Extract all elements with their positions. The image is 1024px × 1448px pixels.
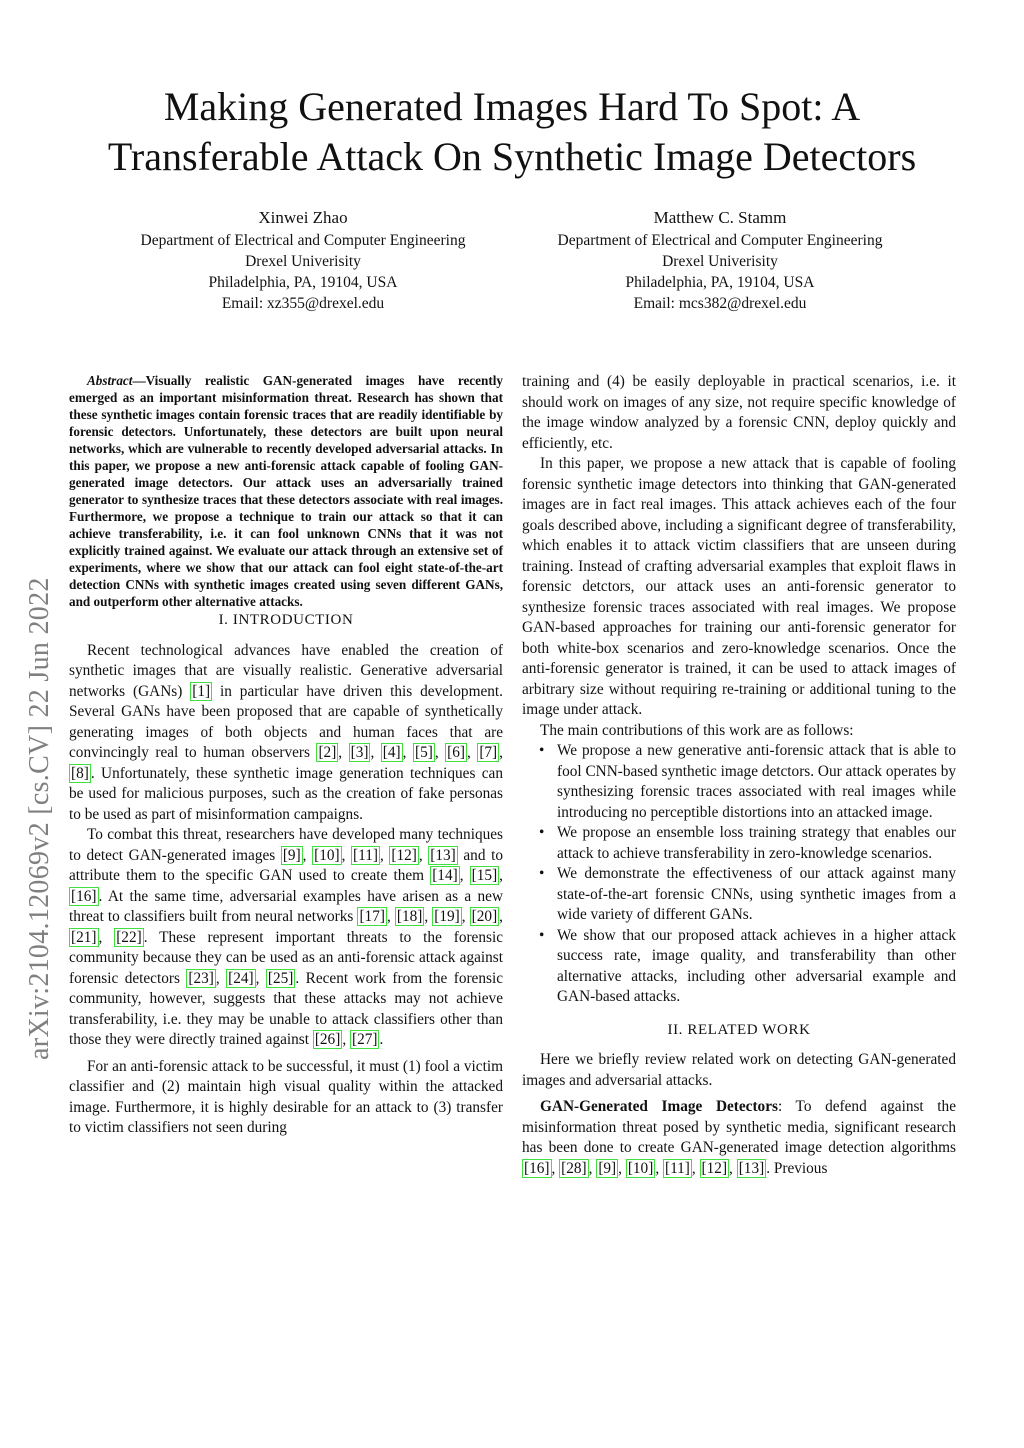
citation-link[interactable]: [12] <box>701 1159 728 1177</box>
list-item: • We show that our proposed attack achieves in a higher attack success rate, image quality, and transferability than other alternative attacks, including other adversarial example and GAN-based attacks. <box>522 926 956 1008</box>
citation-link[interactable]: [20] <box>471 908 498 925</box>
paper-title <box>0 82 1024 182</box>
list-item: • We propose a new generative anti-forensic attack that is able to fool CNN-based synthetic image detctors. Our attack operates by synthesizing forensic traces associated with real images while introducing no perceptible distortions into an attacked image. <box>522 741 956 823</box>
right-paragraph-0: training and (4) be easily deployable in practical scenarios, i.e. it should work on images of any size, not require specific knowledge of the image window analyzed by a forensic CNN, deploy quickly and efficiently, etc. <box>522 373 956 452</box>
citation-link[interactable]: [15] <box>471 867 498 884</box>
citation-link[interactable]: [24] <box>228 969 254 987</box>
citation-link[interactable]: [10] <box>627 1159 654 1177</box>
contributions-intro: The main contributions of this work are as follows: <box>540 721 854 739</box>
citation-link[interactable]: [10] <box>314 846 340 864</box>
citation-link[interactable]: [7] <box>479 744 498 761</box>
citation-link[interactable]: [28] <box>561 1159 587 1177</box>
author-name: Xinwei Zhao <box>258 208 348 227</box>
citation-link[interactable]: [1] <box>192 682 211 700</box>
citation-link[interactable]: [12] <box>391 846 417 864</box>
citation-link[interactable]: [17] <box>359 908 385 925</box>
citation-link[interactable]: [4] <box>382 744 401 761</box>
citation-link[interactable]: [5] <box>414 744 433 761</box>
citation-link[interactable]: [21] <box>71 928 97 946</box>
citation-link[interactable]: [26] <box>314 1031 341 1048</box>
arxiv-identifier: arXiv:2104.12069v2 [cs.CV] 22 Jun 2022 <box>24 577 55 1060</box>
author-univ: Drexel Univerisity <box>662 253 778 270</box>
author-dept: Department of Electrical and Computer Engineering <box>140 232 466 249</box>
intro-paragraph-3: For an anti-forensic attack to be successful, it must (1) fool a victim classifier and (2) maintain high visual quality within the attacked image. Furthermore, it is highly desirable for an attack to (3) transfer to victim classifiers not seen during <box>69 1057 503 1136</box>
author-email: Email: mcs382@drexel.edu <box>633 295 807 312</box>
right-paragraph-1: In this paper, we propose a new attack that is capable of fooling forensic synthetic image detectors into thinking that GAN-generated images are in fact real images. This attack achieves each of the four goals described above, including a significant degree of transferability, which enables it to attack victim classifiers that are unseen during training. Instead of crafting adversarial examples that exploit flaws in forensic detctors, our attack uses an anti-forensic generator to synthesize forensic traces associated with real images. We propose GAN-based approaches for training our anti-forensic generator for both white-box scenarios and zero-knowledge scenarios. Once the anti-forensic generator is trained, it can be used to attack images of arbitrary size without requiring re-training or additional tuning to the image under attack. <box>522 455 956 718</box>
related-paragraph-1: Here we briefly review related work on detecting GAN-generated images and adversarial attacks. <box>522 1051 956 1089</box>
citation-link[interactable]: [23] <box>188 969 214 987</box>
related-paragraph-2: GAN-Generated Image Detectors: To defend against the misinformation threat posed by synthetic media, significant research has been done to create GAN-generated image detection algorithms [16] , [28] , [9] , [10] , [11] , [12] , [13] . Previous <box>522 1098 956 1177</box>
citation-link[interactable]: [13] <box>738 1159 765 1177</box>
citation-link[interactable]: [14] <box>432 867 458 884</box>
citation-link[interactable]: [19] <box>434 908 460 925</box>
contributions-list <box>522 741 956 1008</box>
citation-link[interactable]: [25] <box>267 969 294 987</box>
citation-link[interactable]: [8] <box>71 764 89 782</box>
citation-link[interactable]: [6] <box>447 744 465 761</box>
title-line-1: Making Generated Images Hard To Spot: A <box>163 84 861 129</box>
author-address: Philadelphia, PA, 19104, USA <box>625 274 815 291</box>
author-block-1 <box>103 206 503 314</box>
author-address: Philadelphia, PA, 19104, USA <box>208 274 398 291</box>
author-univ: Drexel Univerisity <box>245 253 361 270</box>
abstract-text: Visually realistic GAN-generated images have recently emerged as an important misinformation threat. Research has shown that these synthetic images contain forensic traces that are readily identifiable by forensic detectors. Unfortunately, these detectors are built upon neural networks, which are vulnerable to recently developed adversarial attacks. In this paper, we propose a new anti-forensic attack capable of fooling GAN-generated image detectors. Our attack uses an adversarially trained generator to synthesize traces that these detectors associate with real images. Furthermore, we propose a technique to train our attack so that it can achieve transferability, i.e. it can fool unknown CNNs that it was not explicitly trained against. We evaluate our attack through an extensive set of experiments, where we show that our attack can fool eight state-of-the-art detection CNNs with synthetic images created using seven different GANs, and outperform other alternative attacks. <box>69 373 503 609</box>
citation-link[interactable]: [13] <box>430 846 456 864</box>
author-dept: Department of Electrical and Computer Engineering <box>557 232 883 249</box>
author-email: Email: xz355@drexel.edu <box>221 295 385 312</box>
left-column <box>69 372 503 1139</box>
author-block-2 <box>520 206 920 314</box>
section-heading-introduction: I. INTRODUCTION <box>218 612 354 628</box>
citation-link[interactable]: [9] <box>282 846 301 864</box>
citation-link[interactable]: [11] <box>664 1159 690 1177</box>
abstract-dash: — <box>132 373 146 388</box>
citation-link[interactable]: [9] <box>598 1159 617 1177</box>
list-item: • We propose an ensemble loss training strategy that enables our attack to achieve transferability in zero-knowledge scenarios. <box>522 823 956 864</box>
section-heading-related-work: II. RELATED WORK <box>667 1021 811 1038</box>
intro-paragraph-2: To combat this threat, researchers have developed many techniques to detect GAN-generated images [9] , [10] , [11] , [12] , [13] and to attribute them to the specific GAN used to create them [14] , [15] , [16] . At the same time, adversarial examples have arisen as a new threat to classifiers built from neural networks [17] , [18] , [19] , [20] , [21] , [22] . These represent important threats to the forensic community because they can be used as an anti-forensic attack against forensic detectors [23] , [24] , [25] . Recent work from the forensic community, however, suggests that these attacks may not achieve transferability, i.e. they may be unable to attack classifiers other than those they were directly trained against [26] , [27] . <box>69 826 503 1048</box>
abstract <box>69 372 503 610</box>
author-name: Matthew C. Stamm <box>653 208 787 227</box>
citation-link[interactable]: [27] <box>351 1031 378 1048</box>
citation-link[interactable]: [16] <box>71 887 97 905</box>
citation-link[interactable]: [2] <box>318 744 337 761</box>
citation-link[interactable]: [16] <box>524 1159 550 1177</box>
right-column <box>522 372 956 1179</box>
subsection-heading: GAN-Generated Image Detectors <box>540 1098 778 1115</box>
citation-link[interactable]: [18] <box>396 908 423 925</box>
intro-paragraph-1: Recent technological advances have enabled the creation of synthetic images that are visually realistic. Generative adversarial networks (GANs) [1] in particular have driven this development. Several GANs have been proposed that are capable of synthetically generating images of both objects and human faces that are convincingly real to human observers [2] , [3] , [4] , [5] , [6] , [7] , [8] . Unfortunately, these synthetic image generation techniques can be used for malicious purposes, such as the creation of fake personas to be used as part of misinformation campaigns. <box>69 641 503 823</box>
title-line-2: Transferable Attack On Synthetic Image Detectors <box>107 134 917 179</box>
list-item: • We demonstrate the effectiveness of our attack against many state-of-the-art forensic CNNs, using synthetic images from a wide variety of different GANs. <box>522 864 956 926</box>
citation-link[interactable]: [11] <box>353 846 378 864</box>
abstract-heading: Abstract <box>87 373 133 388</box>
citation-link[interactable]: [22] <box>116 928 142 946</box>
citation-link[interactable]: [3] <box>350 744 369 761</box>
